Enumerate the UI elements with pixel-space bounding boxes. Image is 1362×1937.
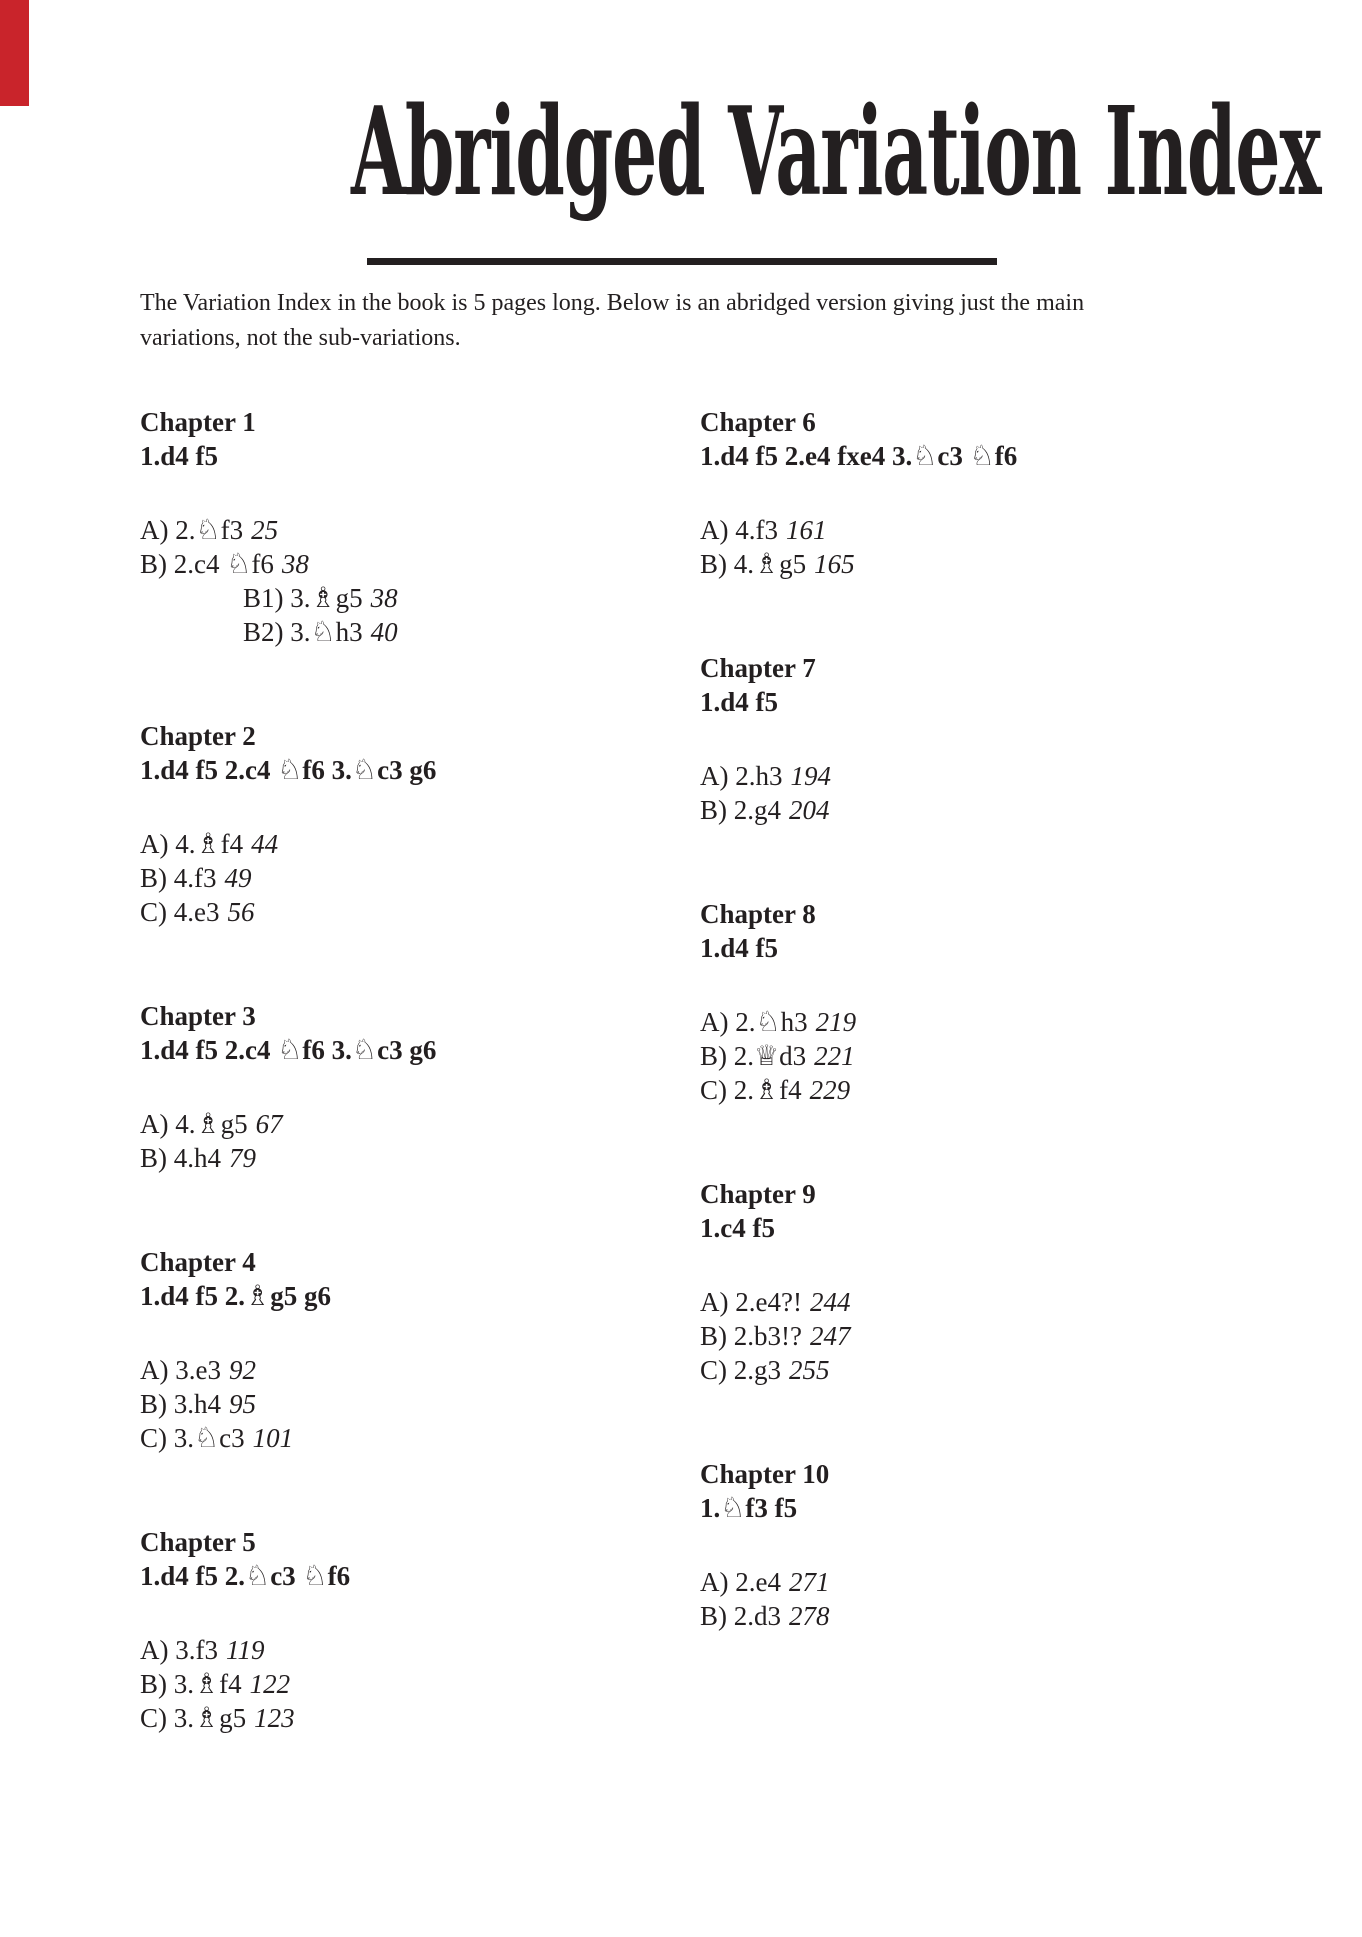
page-number: 221 [814,1041,855,1071]
variation-entry [700,1565,1260,1599]
page-title [0,79,1362,223]
page-number: 56 [227,897,255,927]
page-number: 95 [229,1389,256,1419]
variation-label: B) [140,1389,167,1419]
variation-entry [700,759,1260,793]
variation-moves: 4.♗g5 [175,1107,248,1140]
variation-moves: 3.♗g5 [290,581,363,614]
variation-moves: 2.e4 [735,1567,781,1597]
page-number: 38 [370,583,398,613]
variation-label: B) [700,795,727,825]
chapter-block [140,1525,700,1735]
page-number: 122 [249,1669,291,1699]
chess-figurine: ♗ [194,1701,220,1734]
chess-figurine: ♗ [754,547,780,580]
variation-label: B) [700,549,727,579]
variation-label: A) [700,761,729,791]
variation-entry [140,615,700,649]
variation-entry [140,1421,700,1455]
variation-label: C) [140,1423,167,1453]
intro-line-2: variations, not the sub-variations. [140,325,461,351]
page-number: 194 [790,761,831,791]
chess-figurine: ♘ [226,547,252,580]
chapter-block [700,1457,1260,1633]
variation-moves: 3.♘h3 [290,615,363,648]
variation-moves: 3.f3 [175,1635,218,1665]
chapter-block [700,1177,1260,1387]
chapter-moves: 1.d4 f5 2.♘c3 ♘f6 [140,1559,351,1592]
variation-label: C) [700,1355,727,1385]
variation-entry [700,1073,1260,1107]
variation-moves: 4.♗f4 [175,827,244,860]
page-number: 165 [814,549,855,579]
variation-moves: 2.h3 [735,761,783,791]
page-number: 49 [224,863,252,893]
variation-entry [700,793,1260,827]
variation-moves: 4.f3 [173,863,217,893]
variation-list [140,1353,700,1455]
variation-entry [140,895,700,929]
chapter-moves: 1.d4 f5 [700,687,779,717]
chess-figurine: ♗ [310,581,336,614]
variation-moves: 4.♗g5 [733,547,807,580]
chapter-block [140,405,700,649]
variation-list [700,1005,1260,1107]
variation-label: B) [700,1321,727,1351]
chapter-block [140,1245,700,1455]
chapter-moves: 1.c4 f5 [700,1213,775,1243]
page-number: 25 [251,515,279,545]
chapter-heading: Chapter 10 [700,1459,830,1489]
chess-figurine: ♘ [195,513,221,546]
variation-label: A) [700,1007,729,1037]
variation-entry [700,1039,1260,1073]
variation-entry [140,827,700,861]
variation-entry [700,1285,1260,1319]
variation-moves: 2.g3 [733,1355,781,1385]
page-number: 255 [789,1355,830,1385]
chapter-heading: Chapter 7 [700,653,816,683]
variation-list [700,1285,1260,1387]
page-number: 161 [786,515,827,545]
variation-label: A) [700,1287,729,1317]
index-column-left [140,405,700,1805]
variation-label: B) [140,863,167,893]
variation-moves: 2.c4 ♘f6 [173,547,274,580]
index-column-right [700,405,1260,1703]
variation-moves: 2.b3!? [733,1321,802,1351]
page-number: 271 [788,1567,830,1597]
page-title-text: Abridged Variation Index [351,79,1321,223]
variation-entry [140,1353,700,1387]
variation-entry [140,581,700,615]
variation-label: B) [140,1143,167,1173]
title-rule [367,258,997,265]
chapter-heading: Chapter 8 [700,899,816,929]
chess-figurine: ♗ [195,827,221,860]
chess-figurine: ♗ [194,1667,220,1700]
chess-figurine: ♘ [277,1033,303,1066]
chess-figurine: ♘ [245,1559,271,1592]
chess-figurine: ♘ [302,1559,328,1592]
variation-label: B) [140,1669,167,1699]
page-number: 40 [370,617,398,647]
variation-label: A) [700,515,729,545]
chapter-moves: 1.d4 f5 2.c4 ♘f6 3.♘c3 g6 [140,1033,437,1066]
chapter-moves: 1.♘f3 f5 [700,1491,798,1524]
variation-label: A) [140,1635,169,1665]
chapter-moves: 1.d4 f5 [700,933,779,963]
chapter-block [140,719,700,929]
page-number: 247 [809,1321,851,1351]
chess-figurine: ♗ [245,1279,271,1312]
variation-entry [140,861,700,895]
intro-paragraph [140,286,1084,356]
variation-moves: 3.e3 [175,1355,221,1385]
variation-entry [140,513,700,547]
chapter-heading: Chapter 5 [140,1527,256,1557]
variation-list [140,827,700,929]
page-number: 67 [255,1109,283,1139]
chapter-heading: Chapter 9 [700,1179,816,1209]
chess-figurine: ♘ [351,753,378,786]
variation-label: A) [700,1567,729,1597]
page-number: 92 [228,1355,256,1385]
variation-list [700,759,1260,827]
chapter-block [700,405,1260,581]
variation-entry [140,1667,700,1701]
variation-label: B1) [243,583,284,613]
chapter-moves: 1.d4 f5 2.♗g5 g6 [140,1279,331,1312]
variation-moves: 3.♘c3 [173,1421,245,1454]
variation-entry [140,547,700,581]
chess-figurine: ♘ [912,439,938,472]
variation-entry [700,1319,1260,1353]
variation-entry [700,1353,1260,1387]
variation-label: A) [140,829,169,859]
variation-entry [700,1599,1260,1633]
chapter-heading: Chapter 3 [140,1001,256,1031]
page-number: 79 [229,1143,256,1173]
variation-moves: 2.♘h3 [735,1005,808,1038]
chess-figurine: ♘ [277,753,303,786]
page-number: 38 [281,549,309,579]
chapter-heading: Chapter 1 [140,407,256,437]
variation-entry [140,1141,700,1175]
variation-list [700,1565,1260,1633]
variation-label: C) [140,897,167,927]
variation-list [140,1107,700,1175]
chess-figurine: ♗ [754,1073,780,1106]
variation-moves: 4.h4 [173,1143,221,1173]
chapter-heading: Chapter 4 [140,1247,256,1277]
variation-moves: 4.e3 [173,897,220,927]
variation-label: B) [700,1601,727,1631]
variation-moves: 2.d3 [733,1601,781,1631]
chapter-block [700,897,1260,1107]
chapter-heading: Chapter 6 [700,407,816,437]
chapter-heading: Chapter 2 [140,721,256,751]
variation-label: C) [700,1075,727,1105]
chess-figurine: ♘ [969,439,995,472]
variation-moves: 3.♗g5 [173,1701,247,1734]
variation-label: A) [140,515,169,545]
variation-label: A) [140,1355,169,1385]
variation-list [700,513,1260,581]
variation-moves: 3.♗f4 [173,1667,242,1700]
chess-figurine: ♘ [194,1421,220,1454]
page-number: 101 [252,1423,294,1453]
chess-figurine: ♗ [195,1107,221,1140]
variation-entry [140,1633,700,1667]
variation-entry [140,1107,700,1141]
variation-entry [700,547,1260,581]
page-number: 44 [251,829,279,859]
variation-label: C) [140,1703,167,1733]
page-number: 204 [789,795,830,825]
page-number: 229 [809,1075,851,1105]
chess-figurine: ♘ [720,1491,746,1524]
chapter-block [140,999,700,1175]
page-number: 278 [789,1601,830,1631]
intro-line-1: The Variation Index in the book is 5 pages long. Below is an abridged version giving just the main [140,290,1085,316]
variation-moves: 2.g4 [733,795,781,825]
chess-figurine: ♘ [310,615,336,648]
chess-figurine: ♕ [754,1039,780,1072]
chess-figurine: ♘ [755,1005,781,1038]
variation-list [140,1633,700,1735]
chapter-block [700,651,1260,827]
variation-moves: 2.♕d3 [733,1039,807,1072]
variation-entry [700,1005,1260,1039]
page-number: 244 [809,1287,851,1317]
variation-moves: 3.h4 [173,1389,221,1419]
page-number: 119 [226,1635,265,1665]
variation-moves: 4.f3 [735,515,778,545]
variation-label: B2) [243,617,284,647]
chapter-moves: 1.d4 f5 2.c4 ♘f6 3.♘c3 g6 [140,753,437,786]
chess-figurine: ♘ [351,1033,378,1066]
variation-moves: 2.♗f4 [733,1073,802,1106]
page-number: 219 [815,1007,857,1037]
variation-list [140,513,700,649]
variation-label: B) [140,549,167,579]
variation-entry [140,1387,700,1421]
page-number: 123 [254,1703,295,1733]
variation-entry [140,1701,700,1735]
chapter-moves: 1.d4 f5 2.e4 fxe4 3.♘c3 ♘f6 [700,439,1018,472]
chapter-moves: 1.d4 f5 [140,441,219,471]
variation-moves: 2.♘f3 [175,513,244,546]
variation-moves: 2.e4?! [735,1287,802,1317]
variation-label: B) [700,1041,727,1071]
variation-entry [700,513,1260,547]
variation-label: A) [140,1109,169,1139]
